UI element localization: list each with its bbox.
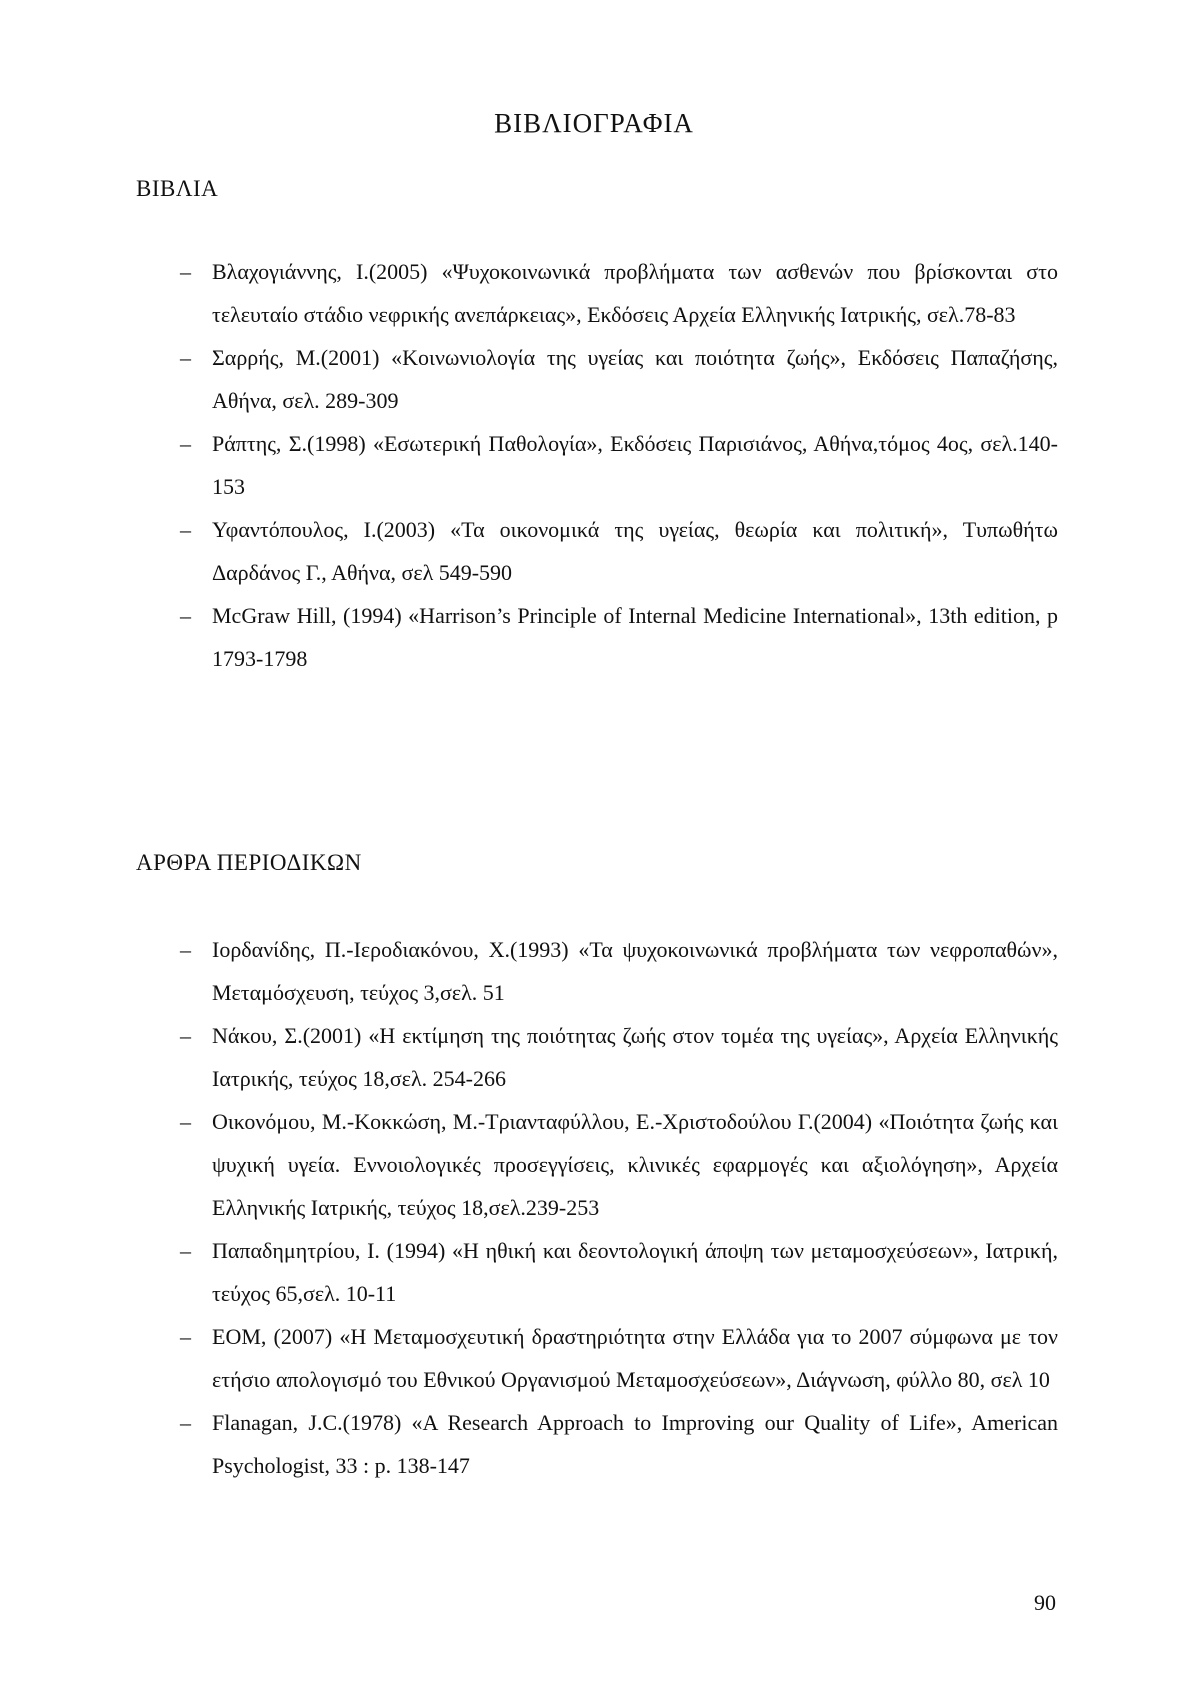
reference-item (180, 1315, 1058, 1401)
section-heading-books: ΒΙΒΛΙΑ (136, 176, 219, 201)
list-dash: – (180, 259, 191, 284)
page-number: 90 (1034, 1590, 1056, 1615)
reference-item (180, 336, 1058, 422)
list-dash: – (180, 1324, 191, 1349)
page-title: ΒΙΒΛΙΟΓΡΑΦΙΑ (494, 108, 694, 138)
reference-text: Ιορδανίδης, Π.-Ιεροδιακόνου, Χ.(1993) «Τα ψυχοκοινωνικά προβλήματα των νεφροπαθών», Μεταμόσχευση, τεύχος 3,σελ. 51 (212, 937, 1058, 1005)
list-dash: – (180, 431, 191, 456)
list-dash: – (180, 603, 191, 628)
reference-text: Ράπτης, Σ.(1998) «Εσωτερική Παθολογία», Εκδόσεις Παρισιάνος, Αθήνα,τόμος 4ος, σελ.140-153 (212, 431, 1058, 499)
reference-item (180, 1014, 1058, 1100)
reference-text: Βλαχογιάννης, Ι.(2005) «Ψυχοκοινωνικά προβλήματα των ασθενών που βρίσκονται στο τελευταίο στάδιο νεφρικής ανεπάρκειας», Εκδόσεις Αρχεία Ελληνικής Ιατρικής, σελ.78-83 (212, 259, 1058, 327)
reference-list-articles (180, 928, 1058, 1487)
reference-text: Νάκου, Σ.(2001) «Η εκτίμηση της ποιότητας ζωής στον τομέα της υγείας», Αρχεία Ελληνικής Ιατρικής, τεύχος 18,σελ. 254-266 (212, 1023, 1058, 1091)
reference-list-books (180, 250, 1058, 680)
reference-item (180, 594, 1058, 680)
reference-text: ΕΟΜ, (2007) «Η Μεταμοσχευτική δραστηριότητα στην Ελλάδα για το 2007 σύμφωνα με τον ετήσιο απολογισμό του Εθνικού Οργανισμού Μεταμοσχεύσεων», Διάγνωση, φύλλο 80, σελ 10 (212, 1324, 1058, 1392)
reference-item (180, 1229, 1058, 1315)
section-heading-articles: ΑΡΘΡΑ ΠΕΡΙΟΔΙΚΩΝ (136, 850, 362, 875)
list-dash: – (180, 1410, 191, 1435)
reference-item (180, 508, 1058, 594)
reference-text: Υφαντόπουλος, Ι.(2003) «Τα οικονομικά της υγείας, θεωρία και πολιτική», Τυπωθήτω Δαρδάνος Γ., Αθήνα, σελ 549-590 (212, 517, 1058, 585)
reference-item (180, 928, 1058, 1014)
reference-item (180, 250, 1058, 336)
list-dash: – (180, 1109, 191, 1134)
reference-item (180, 1401, 1058, 1487)
list-dash: – (180, 937, 191, 962)
reference-item (180, 1100, 1058, 1229)
list-dash: – (180, 1023, 191, 1048)
list-dash: – (180, 345, 191, 370)
reference-text: Οικονόμου, Μ.-Κοκκώση, Μ.-Τριανταφύλλου, Ε.-Χριστοδούλου Γ.(2004) «Ποιότητα ζωής και ψυχική υγεία. Εννοιολογικές προσεγγίσεις, κλινικές εφαρμογές και αξιολόγηση», Αρχεία Ελληνικής Ιατρικής, τεύχος 18,σελ.239-253 (212, 1109, 1058, 1220)
reference-item (180, 422, 1058, 508)
reference-text: Παπαδημητρίου, Ι. (1994) «Η ηθική και δεοντολογική άποψη των μεταμοσχεύσεων», Ιατρική, τεύχος 65,σελ. 10-11 (212, 1238, 1058, 1306)
reference-text: Σαρρής, Μ.(2001) «Κοινωνιολογία της υγείας και ποιότητα ζωής», Εκδόσεις Παπαζήσης, Αθήνα, σελ. 289-309 (212, 345, 1058, 413)
reference-text: McGraw Hill, (1994) «Harrison’s Principle of Internal Medicine International», 13th edition, p 1793-1798 (212, 603, 1058, 671)
list-dash: – (180, 1238, 191, 1263)
list-dash: – (180, 517, 191, 542)
reference-text: Flanagan, J.C.(1978) «A Research Approach to Improving our Quality of Life», American Psychologist, 33 : p. 138-147 (212, 1410, 1058, 1478)
